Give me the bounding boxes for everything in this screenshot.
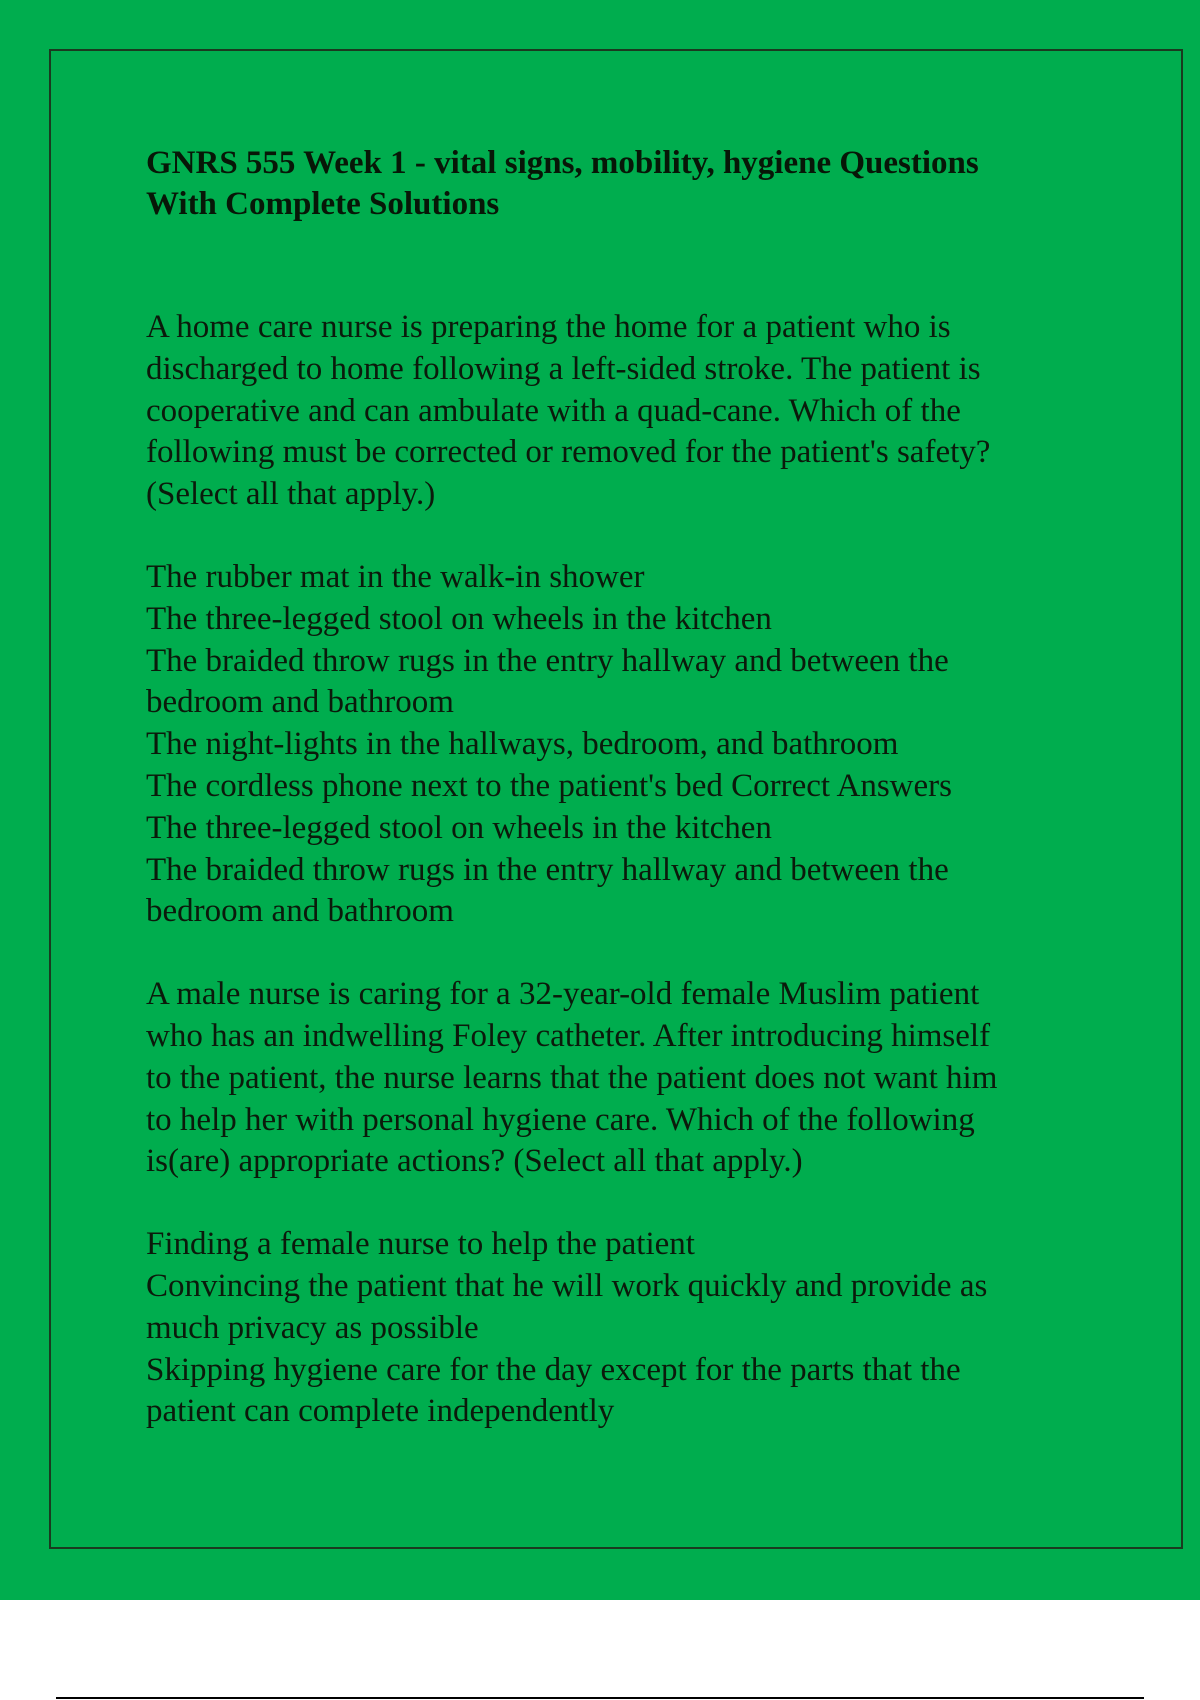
question-line: is(are) appropriate actions? (Select all that apply.)	[146, 1143, 803, 1180]
question-line: A home care nurse is preparing the home for a patient who is	[146, 309, 951, 345]
title-line: With Complete Solutions	[146, 186, 500, 222]
question-line: (Select all that apply.)	[146, 476, 436, 513]
question-line: cooperative and can ambulate with a quad-cane. Which of the	[146, 392, 961, 429]
question-1-options-and-answers	[146, 557, 1106, 933]
option-line: Convincing the patient that he will work quickly and provide as	[146, 1267, 988, 1304]
answer-line: bedroom and bathroom	[146, 893, 454, 930]
question-line: A male nurse is caring for a 32-year-old female Muslim patient	[146, 976, 980, 1013]
question-line: discharged to home following a left-sided stroke. The patient is	[146, 350, 981, 387]
question-2-options	[146, 1224, 1106, 1433]
question-line: who has an indwelling Foley catheter. After introducing himself	[146, 1017, 991, 1054]
answer-line: The three-legged stool on wheels in the kitchen	[146, 809, 772, 846]
option-line: The rubber mat in the walk-in shower	[146, 558, 645, 595]
answer-line: The braided throw rugs in the entry hallway and between the	[146, 851, 949, 888]
option-line: Finding a female nurse to help the patient	[146, 1226, 695, 1263]
question-line: to the patient, the nurse learns that the patient does not want him	[146, 1059, 998, 1096]
document-title	[146, 143, 1106, 225]
next-page-top-rule	[56, 1697, 1144, 1699]
option-line: bedroom and bathroom	[146, 684, 454, 721]
document-content	[146, 143, 1106, 1433]
option-line: The braided throw rugs in the entry hallway and between the	[146, 642, 949, 679]
question-line: to help her with personal hygiene care. Which of the following	[146, 1101, 975, 1138]
option-line: The cordless phone next to the patient's bed Correct Answers	[146, 767, 952, 804]
question-2-stem	[146, 974, 1106, 1183]
option-line: The three-legged stool on wheels in the kitchen	[146, 600, 772, 637]
question-line: following must be corrected or removed for the patient's safety?	[146, 434, 991, 471]
question-1-stem	[146, 307, 1106, 516]
option-line: Skipping hygiene care for the day except for the parts that the	[146, 1351, 961, 1388]
option-line: much privacy as possible	[146, 1309, 479, 1346]
option-line: The night-lights in the hallways, bedroom, and bathroom	[146, 726, 899, 763]
title-line: GNRS 555 Week 1 - vital signs, mobility, hygiene Questions	[146, 145, 979, 181]
option-line: patient can complete independently	[146, 1393, 615, 1430]
